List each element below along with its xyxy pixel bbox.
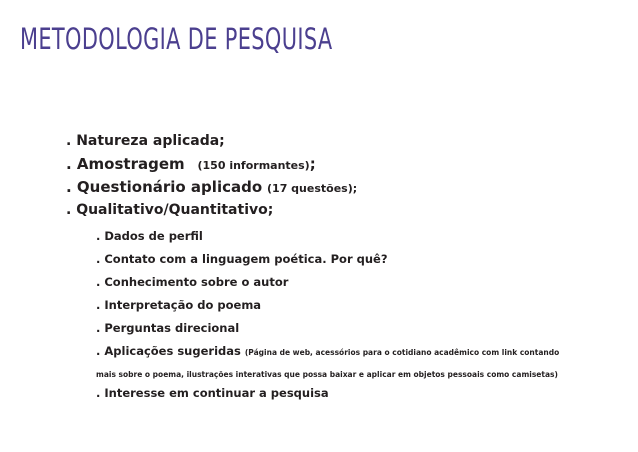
bullet-natureza: . Natureza aplicada; <box>66 133 225 149</box>
sub-item-interpretacao: . Interpretação do poema <box>96 298 262 312</box>
sub-item-interesse: . Interesse em continuar a pesquisa <box>96 386 329 400</box>
slide-title: METODOLOGIA DE PESQUISA <box>20 22 333 56</box>
sub-item-conhecimento: . Conhecimento sobre o autor <box>96 275 289 289</box>
sub-item-aplicacoes <box>96 344 559 360</box>
sub-item-aplicacoes-note-2: mais sobre o poema, ilustrações interativas que possa baixar e aplicar em objetos pessoais como camisetas) <box>96 370 558 379</box>
sub-item-aplicacoes-label: . Aplicações sugeridas <box>96 344 241 358</box>
bullet-amostragem-label: . Amostragem <box>66 155 185 173</box>
bullet-amostragem-note: (150 informantes) <box>197 159 310 172</box>
sub-item-perguntas: . Perguntas direcional <box>96 321 240 335</box>
bullet-qualitativo: . Qualitativo/Quantitativo; <box>66 202 274 218</box>
sub-item-aplicacoes-note: (Página de web, acessórios para o cotidiano acadêmico com link contando <box>244 348 560 357</box>
bullet-questionario-note: (17 questões); <box>267 182 358 195</box>
bullet-questionario <box>66 178 357 198</box>
sub-item-contato: . Contato com a linguagem poética. Por quê? <box>96 252 388 266</box>
bullet-amostragem-end: ; <box>309 155 316 173</box>
sub-item-dados: . Dados de perfil <box>96 229 203 243</box>
bullet-amostragem <box>66 155 316 175</box>
bullet-questionario-label: . Questionário aplicado <box>66 178 263 196</box>
